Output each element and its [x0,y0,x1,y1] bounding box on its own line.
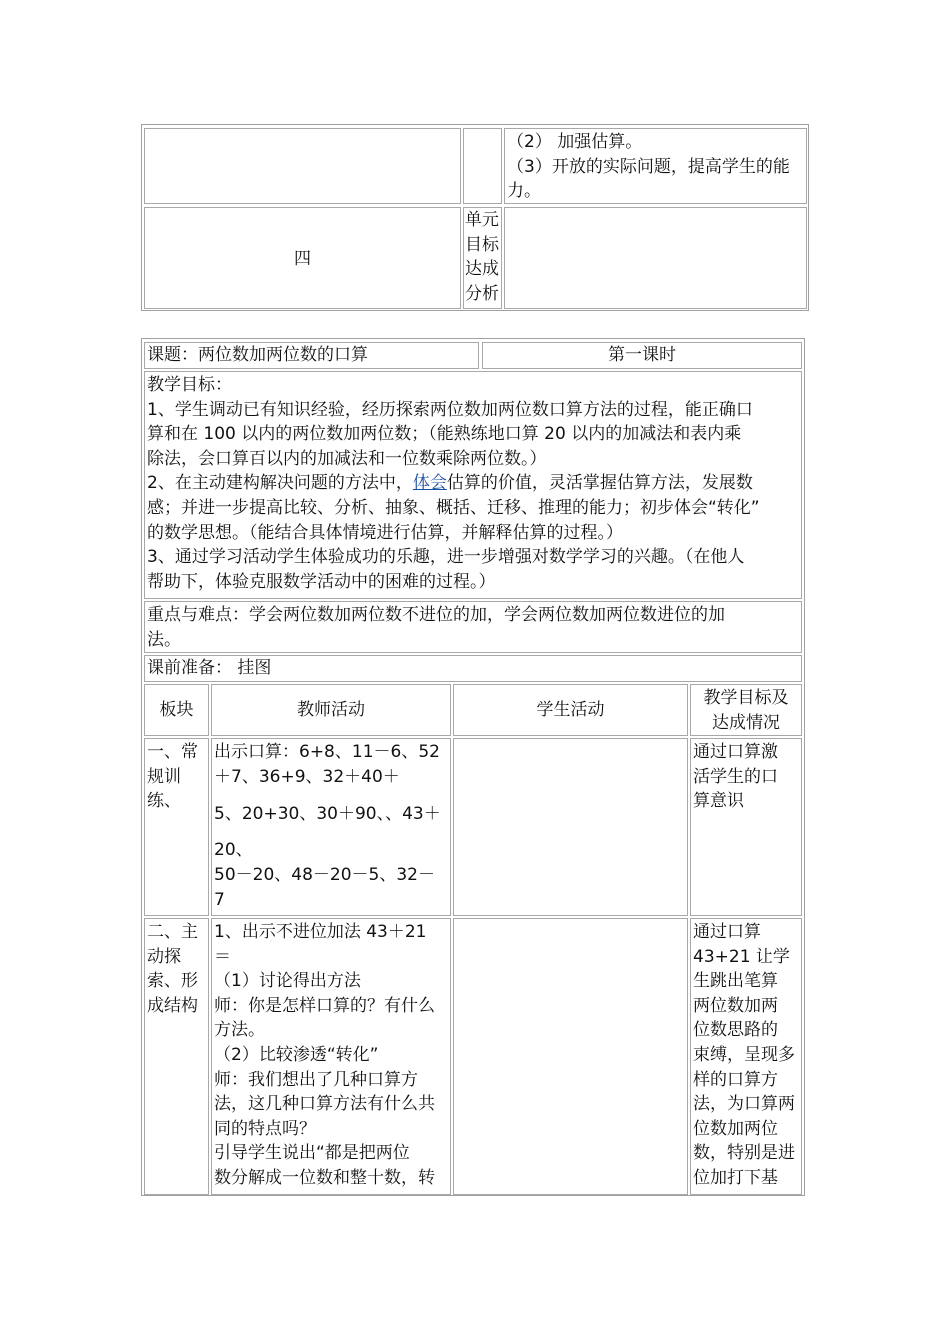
goal-line-3: 除法，会口算百以内的加减法和一位数乘除两位数。） [147,448,547,469]
unit-table-r1-c3 [504,128,807,204]
open-problem-line: （3）开放的实际问题，提高学生的能 [507,156,790,177]
header-goal-label-1: 教学目标及 [703,688,789,708]
key-points-line-1: 重点与难点：学会两位数加两位数不进位的加，学会两位数加两位数进位的加 [147,605,725,625]
row2-goal-5: 位数思路的 [693,1020,778,1041]
row2-teacher-4: 师：你是怎样口算的？有什么 [214,995,435,1016]
lesson-period-cell [482,342,802,369]
lesson-period: 第一课时 [608,345,676,365]
row2-teacher-5: 方法。 [214,1020,265,1041]
row1-teacher-3: 5、20+30、30＋90、、43＋ [214,804,441,824]
row2-teacher-2: ＝ [214,946,231,967]
preparation-cell [144,655,802,682]
row2-goal-10: 数，特别是进 [693,1143,795,1164]
unit-analysis-value-cell [504,207,807,309]
open-problem-line-end: 力。 [507,181,541,202]
row2-section-2: 动探 [147,946,181,967]
row2-teacher-3: （1）讨论得出方法 [214,971,361,992]
row1-teacher-1: 出示口算：6+8、11－6、52 [214,742,440,762]
lesson-title: 课题：两位数加两位数的口算 [147,345,368,365]
key-points-line-2: 法。 [147,629,181,650]
row1-section-1: 一、常 [147,742,198,762]
row2-teacher-11: 数分解成一位数和整十数，转 [214,1167,435,1188]
goal-line-6: 的数学思想。（能结合具体情境进行估算，并解释估算的过程。） [147,522,623,543]
row2-teacher-7: 师：我们想出了几种口算方 [214,1069,418,1090]
row2-goal [690,918,802,1195]
row1-teacher [211,738,451,916]
row1-goal [690,738,802,916]
row1-teacher-2: ＋7、36+9、32＋40＋ [214,767,400,787]
row1-teacher-4: 20、 [214,840,253,860]
row1-goal-3: 算意识 [693,791,744,812]
unit-table-r1-c1 [144,128,461,204]
unit-analysis-label-2: 目标 [465,234,499,255]
header-student-label: 学生活动 [536,700,605,720]
header-student [453,684,688,736]
preparation-text: 课前准备： 挂图 [147,658,272,678]
row2-teacher-6: （2）比较渗透“转化” [214,1044,379,1065]
row2-section-1: 二、主 [147,922,198,942]
header-goal [690,684,802,736]
row2-teacher-8: 法，这几种口算方法有什么共 [214,1094,435,1115]
estimate-line: （2） 加强估算。 [507,132,643,152]
row2-goal-6: 束缚，呈现多 [693,1044,795,1065]
row1-goal-1: 通过口算激 [693,742,778,762]
row2-section-3: 索、形 [147,971,198,992]
row2-goal-7: 样的口算方 [693,1069,778,1090]
row1-section [144,738,209,916]
row1-section-3: 练、 [147,791,181,812]
row1-teacher-5: 50－20、48－20－5、32－ [214,865,435,885]
goal-line-4 [147,471,799,496]
unit-analysis-label-3: 达成 [465,259,499,280]
unit-analysis-label-4: 分析 [465,283,499,304]
header-section [144,684,209,736]
unit-analysis-label-1: 单元 [465,210,499,230]
key-points-cell [144,601,802,653]
row2-section-4: 成结构 [147,995,198,1016]
unit-table-r1-c2 [463,128,502,204]
goal-line-7: 3、通过学习活动学生体验成功的乐趣，进一步增强对数学学习的兴趣。（在他人 [147,547,745,568]
header-section-label: 板块 [159,700,194,720]
row2-goal-9: 位数加两位 [693,1118,778,1139]
row2-goal-4: 两位数加两 [693,995,778,1016]
goal-line-4-end: 估算的价值，灵活掌握估算方法，发展数 [446,473,753,494]
goals-heading: 教学目标： [147,375,232,395]
unit-number-cell [144,207,461,309]
row2-teacher-10: 引导学生说出“都是把两位 [214,1143,410,1164]
unit-number: 四 [294,249,311,269]
goal-line-1: 1、学生调动已有知识经验，经历探索两位数加两位数口算方法的过程，能正确口 [147,399,753,420]
row1-section-2: 规训 [147,766,181,787]
row2-goal-11: 位加打下基 [693,1167,778,1188]
lesson-table [141,338,805,1196]
row2-goal-1: 通过口算 [693,922,761,942]
row1-teacher-6: 7 [214,890,225,910]
row2-goal-8: 法，为口算两 [693,1094,795,1115]
row2-goal-3: 生跳出笔算 [693,971,778,992]
goal-line-8: 帮助下，体验克服数学活动中的困难的过程。） [147,571,496,592]
row2-teacher-1: 1、出示不进位加法 43＋21 [214,922,427,942]
header-goal-label-2: 达成情况 [712,712,780,733]
header-teacher-label: 教师活动 [297,700,365,720]
tihui-link[interactable]: 体会 [412,473,447,494]
row2-teacher [211,918,451,1195]
goal-line-4-start: 2、在主动建构解决问题的方法中， [147,473,413,494]
unit-table [141,124,809,311]
row2-teacher-9: 同的特点吗？ [214,1118,316,1139]
row2-section [144,918,209,1195]
teaching-goals-cell [144,371,802,599]
goal-line-5: 感；并进一步提高比较、分析、抽象、概括、迁移、推理的能力；初步体会“转化” [147,497,760,518]
row1-student [453,738,688,916]
lesson-title-cell [144,342,479,369]
header-teacher [211,684,451,736]
goal-line-2: 算和在 100 以内的两位数加两位数；（能熟练地口算 20 以内的加减法和表内乘 [147,424,742,445]
row2-student [453,918,688,1195]
row1-goal-2: 活学生的口 [693,766,778,787]
unit-analysis-label-cell [463,207,502,309]
row2-goal-2: 43+21 让学 [693,946,790,967]
